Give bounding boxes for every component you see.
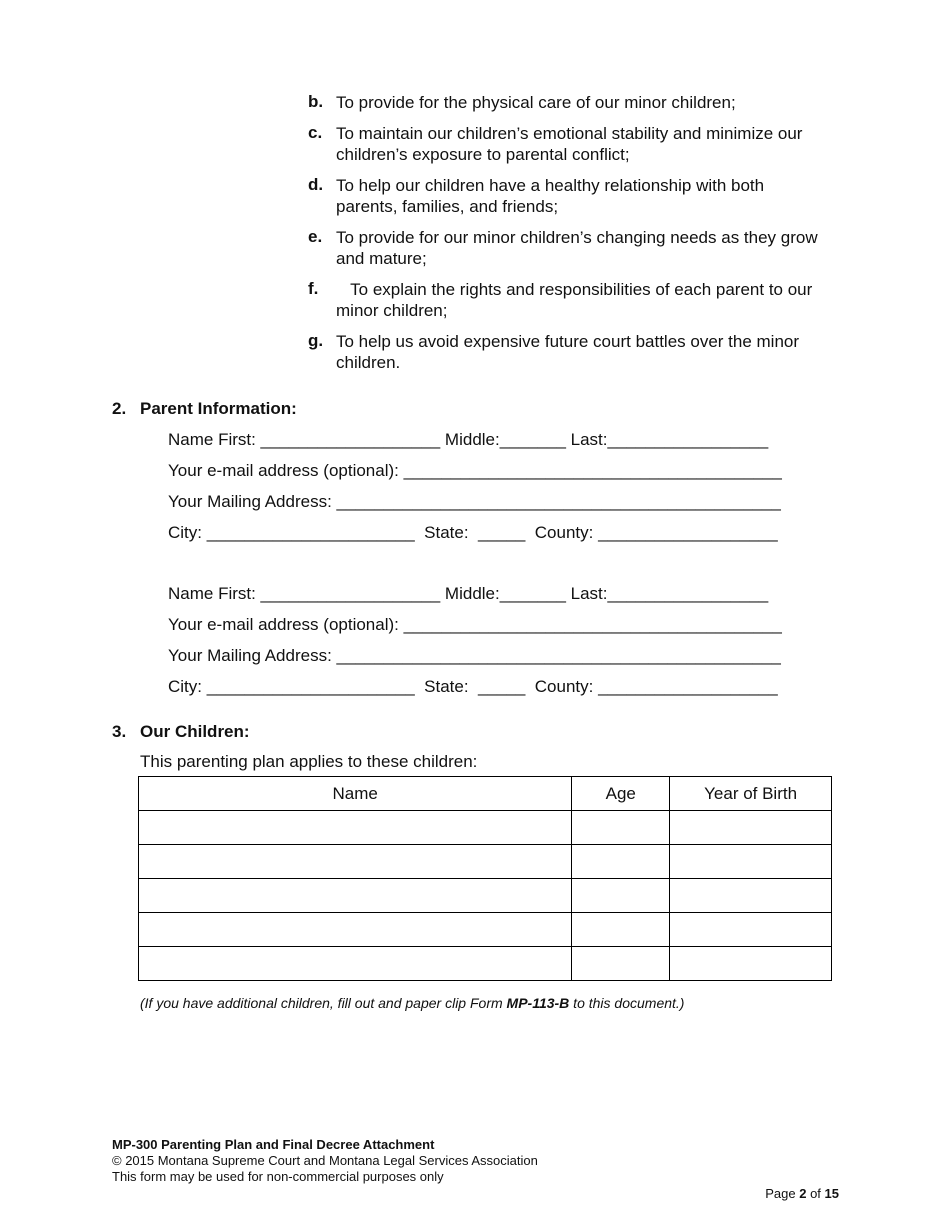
child-age-cell[interactable] [572, 913, 670, 947]
child-year-cell[interactable] [670, 845, 832, 879]
table-row [139, 913, 832, 947]
parent-2-name-field[interactable]: Name First: ___________________ Middle:_______ Last:_________________ [168, 584, 769, 603]
goal-text: To help our children have a healthy relationship with both parents, families, and friends; [336, 176, 765, 216]
note-form-number: MP-113-B [506, 995, 570, 1011]
parent-2-city-state-county-field[interactable]: City: ______________________ State: _____ County: ___________________ [168, 677, 778, 696]
goal-letter: d. [308, 175, 324, 194]
footer-usage: This form may be used for non-commercial purposes only [112, 1169, 444, 1184]
parent-1-address-field[interactable]: Your Mailing Address: _______________________________________________ [168, 492, 781, 511]
goal-text: To provide for our minor children’s changing needs as they grow and mature; [336, 228, 818, 268]
table-header-row [139, 777, 832, 811]
child-name-cell[interactable] [139, 811, 572, 845]
parent-2-email-field[interactable]: Your e-mail address (optional): ________________________________________ [168, 615, 782, 634]
goal-text: To help us avoid expensive future court battles over the minor children. [336, 332, 800, 372]
child-name-cell[interactable] [139, 947, 572, 981]
goal-letter: g. [308, 331, 324, 350]
goal-text: To explain the rights and responsibilities of each parent to our minor children; [336, 280, 818, 320]
page-label: Page [765, 1186, 800, 1201]
parent-2-address-field[interactable]: Your Mailing Address: _______________________________________________ [168, 646, 781, 665]
children-table [138, 776, 832, 981]
goal-letter: f. [308, 279, 319, 298]
table-row [139, 879, 832, 913]
table-row [139, 947, 832, 981]
column-header-age: Age [572, 777, 670, 811]
child-year-cell[interactable] [670, 947, 832, 981]
child-age-cell[interactable] [572, 811, 670, 845]
parent-1-email-field[interactable]: Your e-mail address (optional): ________________________________________ [168, 461, 782, 480]
goal-text: To provide for the physical care of our minor children; [336, 93, 736, 112]
page-of: of [806, 1186, 825, 1201]
column-header-name: Name [139, 777, 572, 811]
goal-letter: c. [308, 123, 323, 142]
child-year-cell[interactable] [670, 811, 832, 845]
section-3-title: Our Children: [140, 722, 250, 741]
section-3-number: 3. [112, 722, 127, 741]
column-header-year-of-birth: Year of Birth [670, 777, 832, 811]
child-age-cell[interactable] [572, 879, 670, 913]
page-number [765, 1186, 839, 1201]
parent-1-name-field[interactable]: Name First: ___________________ Middle:_______ Last:_________________ [168, 430, 769, 449]
child-age-cell[interactable] [572, 845, 670, 879]
page-total: 15 [824, 1186, 839, 1201]
goal-text: To maintain our children’s emotional stability and minimize our children’s exposure to parental conflict; [336, 124, 803, 164]
child-age-cell[interactable] [572, 947, 670, 981]
child-name-cell[interactable] [139, 845, 572, 879]
section-2-number: 2. [112, 399, 127, 418]
table-row [139, 811, 832, 845]
child-year-cell[interactable] [670, 879, 832, 913]
page-current: 2 [799, 1186, 807, 1201]
additional-children-note [140, 995, 684, 1011]
footer-copyright: © 2015 Montana Supreme Court and Montana Legal Services Association [112, 1153, 538, 1168]
goal-letter: b. [308, 92, 324, 111]
table-row [139, 845, 832, 879]
child-name-cell[interactable] [139, 879, 572, 913]
children-intro: This parenting plan applies to these children: [140, 752, 478, 771]
child-name-cell[interactable] [139, 913, 572, 947]
section-2-title: Parent Information: [140, 399, 297, 418]
child-year-cell[interactable] [670, 913, 832, 947]
parent-1-city-state-county-field[interactable]: City: ______________________ State: _____ County: ___________________ [168, 523, 778, 542]
goal-letter: e. [308, 227, 323, 246]
footer-form-title: MP-300 Parenting Plan and Final Decree Attachment [112, 1137, 435, 1152]
note-text-before: (If you have additional children, fill out and paper clip Form [140, 995, 507, 1011]
note-text-after: to this document.) [569, 995, 685, 1011]
